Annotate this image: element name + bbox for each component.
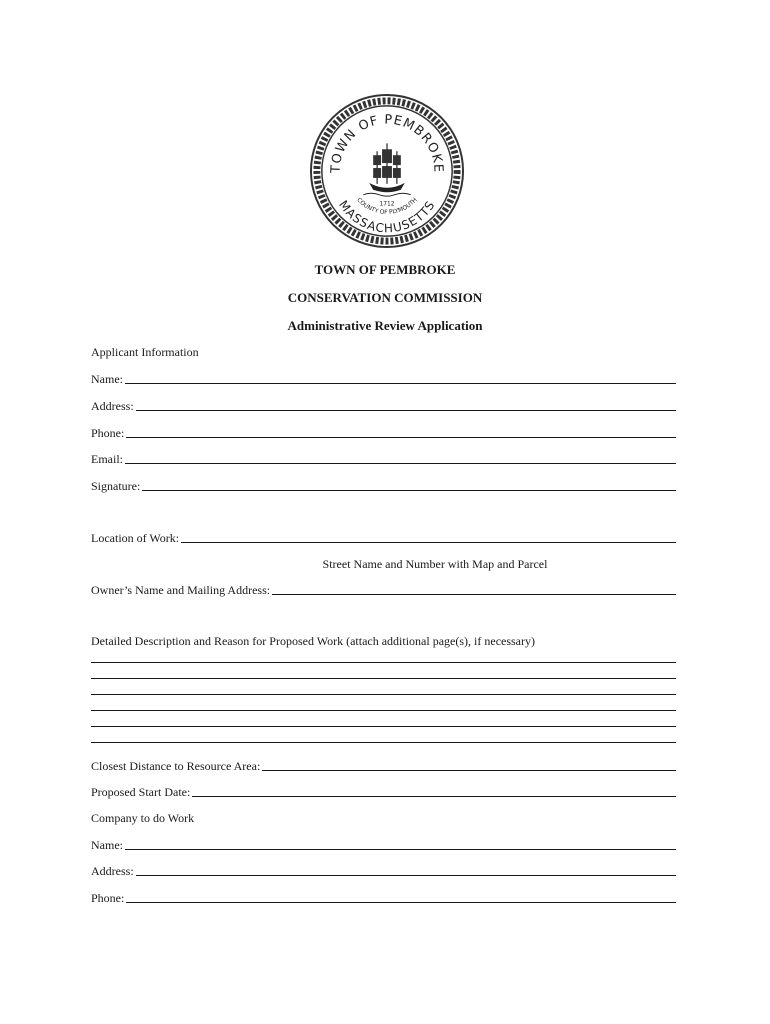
applicant-email-field[interactable] — [91, 450, 676, 466]
applicant-name-label: Name: — [91, 372, 123, 386]
applicant-address-label: Address: — [91, 399, 134, 413]
description-label: Detailed Description and Reason for Proposed Work (attach additional page(s), if necessary) — [91, 634, 535, 648]
applicant-phone-label: Phone: — [91, 426, 125, 440]
commission-heading: CONSERVATION COMMISSION — [287, 290, 483, 305]
ship-icon — [363, 143, 410, 196]
town-seal — [308, 92, 466, 250]
applicant-name-field[interactable] — [91, 370, 676, 386]
applicant-signature-label: Signature: — [91, 479, 141, 493]
location-of-work-label: Location of Work: — [91, 531, 180, 545]
company-section-title: Company to do Work — [91, 811, 195, 825]
resource-distance-field[interactable] — [91, 757, 676, 773]
start-date-field[interactable] — [91, 783, 676, 799]
form-title: Administrative Review Application — [287, 318, 483, 333]
applicant-signature-field[interactable] — [91, 477, 676, 493]
applicant-phone-field[interactable] — [91, 424, 676, 440]
company-address-field[interactable] — [91, 862, 676, 878]
company-address-line[interactable] — [136, 875, 676, 876]
resource-distance-label: Closest Distance to Resource Area: — [91, 759, 261, 773]
location-of-work-line[interactable] — [181, 542, 676, 543]
owner-address-line[interactable] — [272, 594, 676, 595]
start-date-line[interactable] — [192, 796, 676, 797]
applicant-address-field[interactable] — [91, 397, 676, 413]
applicant-phone-line[interactable] — [126, 437, 676, 438]
company-name-line[interactable] — [125, 849, 676, 850]
town-heading: TOWN OF PEMBROKE — [314, 262, 456, 277]
seal-county-text: COUNTY OF PLYMOUTH — [355, 197, 419, 216]
applicant-email-line[interactable] — [125, 463, 676, 464]
applicant-email-label: Email: — [91, 452, 123, 466]
start-date-label: Proposed Start Date: — [91, 785, 191, 799]
seal-year: 1712 — [379, 201, 395, 208]
owner-address-field[interactable] — [91, 581, 676, 597]
company-phone-line[interactable] — [126, 902, 676, 903]
description-line[interactable] — [91, 710, 676, 711]
location-of-work-field[interactable] — [91, 529, 676, 545]
applicant-name-line[interactable] — [125, 383, 676, 384]
applicant-signature-line[interactable] — [142, 490, 676, 491]
description-line[interactable] — [91, 694, 676, 695]
company-name-field[interactable] — [91, 836, 676, 852]
applicant-section-title: Applicant Information — [91, 345, 199, 359]
location-caption: Street Name and Number with Map and Parcel — [322, 557, 548, 571]
seal-top-text: TOWN OF PEMBROKE — [328, 112, 446, 174]
description-line[interactable] — [91, 742, 676, 743]
company-name-label: Name: — [91, 838, 123, 852]
owner-address-label: Owner’s Name and Mailing Address: — [91, 583, 271, 597]
company-phone-label: Phone: — [91, 891, 125, 905]
applicant-address-line[interactable] — [136, 410, 676, 411]
description-line[interactable] — [91, 662, 676, 663]
resource-distance-line[interactable] — [262, 770, 676, 771]
company-phone-field[interactable] — [91, 889, 676, 905]
description-line[interactable] — [91, 678, 676, 679]
description-line[interactable] — [91, 726, 676, 727]
seal-bottom-text: MASSACHUSETTS — [336, 197, 438, 236]
company-address-label: Address: — [91, 864, 134, 878]
